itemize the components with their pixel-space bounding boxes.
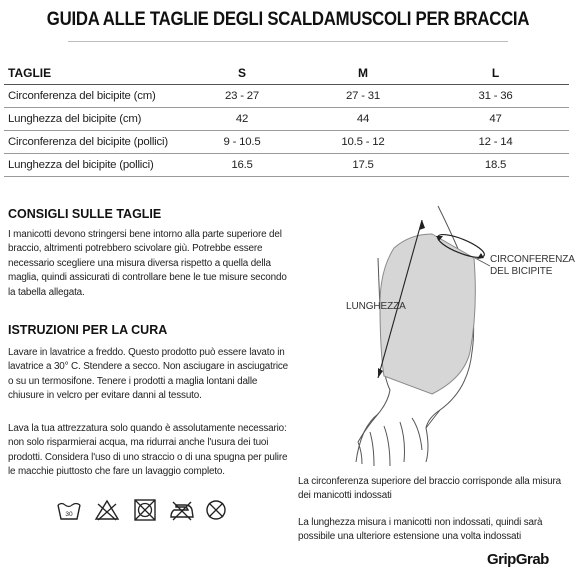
table-row (4, 153, 569, 176)
no-bleach-icon (94, 498, 120, 522)
table-cell: 17.5 (304, 153, 422, 176)
no-dry-clean-icon (204, 498, 228, 522)
row-label: Lunghezza del bicipite (cm) (4, 107, 180, 130)
table-header-row (4, 62, 569, 84)
arm-illustration (300, 200, 576, 475)
sleeve-shape (380, 234, 475, 394)
care-text-1: Lavare in lavatrice a freddo. Questo prodotto può essere lavato in lavatrice a 30° C. Stendere a secco. Non asciugare in asciugatrice o su un termosifone. Tenere i prodotti a maglia lontani dalle chiusure in velcro per evitare danni al tessuto. (8, 347, 289, 402)
table-cell: 44 (304, 107, 422, 130)
table-cell: 9 - 10.5 (180, 130, 304, 153)
table-cell: 31 - 36 (422, 84, 569, 107)
circumference-label-line1: CIRCONFERENZA (490, 254, 575, 265)
circumference-label-line2: DEL BICIPITE (490, 266, 553, 277)
no-tumble-dry-icon (132, 498, 158, 522)
table-row (4, 130, 569, 153)
no-iron-icon (168, 498, 196, 522)
page-title: GUIDA ALLE TAGLIE DEGLI SCALDAMUSCOLI PER BRACCIA (46, 8, 530, 30)
length-label: LUNGHEZZA (346, 301, 406, 312)
care-title: ISTRUZIONI PER LA CURA (8, 323, 168, 337)
care-text-2: Lava la tua attrezzatura solo quando è assolutamente necessario: non solo risparmierai acqua, ma ridurrai anche l'usura dei tuoi prodotti. Considera l'uso di uno straccio o di una spugna per pulire le macchie piuttosto che fare un lavaggio completo. (8, 423, 288, 478)
arrowhead (419, 220, 425, 230)
table-row (4, 107, 569, 130)
row-label: Circonferenza del bicipite (cm) (4, 84, 180, 107)
callout-line (475, 258, 490, 266)
header-size-l: L (422, 62, 569, 84)
circumference-note: La circonferenza superiore del braccio corrisponde alla misura dei manicotti indossati (298, 476, 561, 502)
header-size-m: M (304, 62, 422, 84)
row-label: Circonferenza del bicipite (pollici) (4, 130, 180, 153)
size-table (4, 62, 569, 177)
table-cell: 42 (180, 107, 304, 130)
sizing-tips-title: CONSIGLI SULLE TAGLIE (8, 207, 162, 221)
table-cell: 10.5 - 12 (304, 130, 422, 153)
table-cell: 16.5 (180, 153, 304, 176)
circumference-callout (490, 254, 575, 278)
header-sizes: TAGLIE (4, 62, 180, 84)
care-symbols (56, 498, 236, 528)
header-size-s: S (180, 62, 304, 84)
arrowhead (378, 368, 383, 378)
table-row (4, 84, 569, 107)
wash-temp-label: 30 (65, 511, 73, 518)
table-cell: 27 - 31 (304, 84, 422, 107)
sizing-tips-text: I manicotti devono stringersi bene intorno alla parte superiore del braccio, altrimenti potrebbero scivolare giù. Potrebbe essere necessario scegliere una misura diversa rispetto a quella della maglia, quindi assicurati di controllare bene le tue misure secondo la tabella allegata. (8, 229, 287, 298)
table-cell: 12 - 14 (422, 130, 569, 153)
table-cell: 18.5 (422, 153, 569, 176)
brand-logo: GripGrab (487, 551, 549, 568)
row-label: Lunghezza del bicipite (pollici) (4, 153, 180, 176)
length-note: La lunghezza misura i manicotti non indossati, quindi sarà possibile una ulteriore estensione una volta indossati (298, 517, 543, 543)
table-cell: 23 - 27 (180, 84, 304, 107)
wash-30-icon (56, 498, 82, 522)
title-divider (68, 41, 508, 42)
table-cell: 47 (422, 107, 569, 130)
